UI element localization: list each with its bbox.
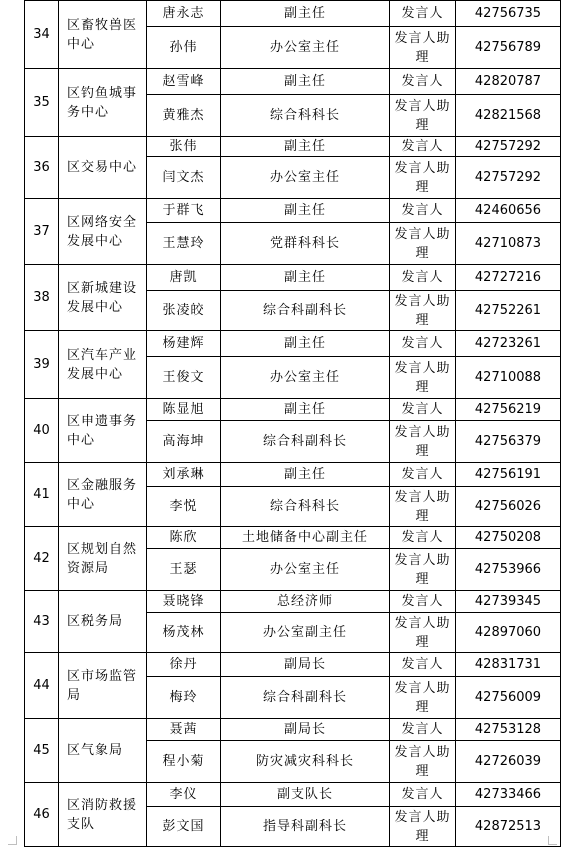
row-number: 41 <box>25 463 59 527</box>
phone-number: 42757292 <box>456 157 561 199</box>
role-label: 发言人助理 <box>390 95 456 137</box>
table-row <box>25 69 561 95</box>
job-title: 副主任 <box>221 463 390 487</box>
person-name: 王瑟 <box>147 549 221 591</box>
unit-name: 区规划自然资源局 <box>59 527 147 591</box>
phone-number: 42756379 <box>456 421 561 463</box>
row-number: 40 <box>25 399 59 463</box>
job-title: 总经济师 <box>221 591 390 613</box>
person-name: 赵雪峰 <box>147 69 221 95</box>
person-name: 张凌皎 <box>147 291 221 331</box>
phone-number: 42872513 <box>456 807 561 847</box>
job-title: 指导科副科长 <box>221 807 390 847</box>
person-name: 刘承琳 <box>147 463 221 487</box>
phone-number: 42756009 <box>456 677 561 719</box>
job-title: 综合科副科长 <box>221 291 390 331</box>
job-title: 副主任 <box>221 199 390 223</box>
job-title: 防灾减灾科科长 <box>221 741 390 783</box>
phone-number: 42756789 <box>456 27 561 69</box>
row-number: 36 <box>25 137 59 199</box>
phone-number: 42756191 <box>456 463 561 487</box>
job-title: 副主任 <box>221 331 390 357</box>
role-label: 发言人助理 <box>390 613 456 653</box>
job-title: 副主任 <box>221 137 390 157</box>
unit-name: 区钓鱼城事务中心 <box>59 69 147 137</box>
phone-number: 42726039 <box>456 741 561 783</box>
table-row <box>25 783 561 807</box>
unit-name: 区汽车产业发展中心 <box>59 331 147 399</box>
spokesperson-table-page <box>24 0 543 847</box>
table-row <box>25 653 561 677</box>
person-name: 杨茂林 <box>147 613 221 653</box>
role-label: 发言人助理 <box>390 549 456 591</box>
job-title: 副主任 <box>221 1 390 27</box>
person-name: 王俊文 <box>147 357 221 399</box>
phone-number: 42710873 <box>456 223 561 265</box>
job-title: 办公室主任 <box>221 357 390 399</box>
phone-number: 42831731 <box>456 653 561 677</box>
phone-number: 42710088 <box>456 357 561 399</box>
person-name: 高海坤 <box>147 421 221 463</box>
unit-name: 区金融服务中心 <box>59 463 147 527</box>
role-label: 发言人助理 <box>390 291 456 331</box>
role-label: 发言人 <box>390 527 456 549</box>
job-title: 综合科科长 <box>221 95 390 137</box>
crop-mark-left <box>8 836 17 845</box>
role-label: 发言人 <box>390 591 456 613</box>
phone-number: 42757292 <box>456 137 561 157</box>
job-title: 副局长 <box>221 719 390 741</box>
role-label: 发言人助理 <box>390 157 456 199</box>
row-number: 37 <box>25 199 59 265</box>
role-label: 发言人助理 <box>390 357 456 399</box>
person-name: 李仪 <box>147 783 221 807</box>
phone-number: 42756735 <box>456 1 561 27</box>
job-title: 综合科科长 <box>221 487 390 527</box>
phone-number: 42753966 <box>456 549 561 591</box>
unit-name: 区新城建设发展中心 <box>59 265 147 331</box>
row-number: 43 <box>25 591 59 653</box>
phone-number: 42723261 <box>456 331 561 357</box>
person-name: 徐丹 <box>147 653 221 677</box>
spokesperson-table <box>24 0 561 847</box>
row-number: 44 <box>25 653 59 719</box>
row-number: 34 <box>25 1 59 69</box>
phone-number: 42739345 <box>456 591 561 613</box>
person-name: 聂晓锋 <box>147 591 221 613</box>
person-name: 聂茜 <box>147 719 221 741</box>
phone-number: 42733466 <box>456 783 561 807</box>
person-name: 唐凯 <box>147 265 221 291</box>
person-name: 梅玲 <box>147 677 221 719</box>
row-number: 45 <box>25 719 59 783</box>
unit-name: 区网络安全发展中心 <box>59 199 147 265</box>
job-title: 综合科副科长 <box>221 677 390 719</box>
unit-name: 区消防救援支队 <box>59 783 147 847</box>
unit-name: 区气象局 <box>59 719 147 783</box>
job-title: 副主任 <box>221 399 390 421</box>
job-title: 党群科科长 <box>221 223 390 265</box>
role-label: 发言人 <box>390 783 456 807</box>
person-name: 王慧玲 <box>147 223 221 265</box>
person-name: 唐永志 <box>147 1 221 27</box>
role-label: 发言人 <box>390 265 456 291</box>
job-title: 副主任 <box>221 265 390 291</box>
role-label: 发言人助理 <box>390 741 456 783</box>
job-title: 副支队长 <box>221 783 390 807</box>
job-title: 综合科副科长 <box>221 421 390 463</box>
role-label: 发言人助理 <box>390 807 456 847</box>
job-title: 土地储备中心副主任 <box>221 527 390 549</box>
table-row <box>25 137 561 157</box>
table-body <box>25 1 561 847</box>
person-name: 彭文国 <box>147 807 221 847</box>
person-name: 闫文杰 <box>147 157 221 199</box>
job-title: 办公室主任 <box>221 549 390 591</box>
phone-number: 42727216 <box>456 265 561 291</box>
table-row <box>25 331 561 357</box>
person-name: 李悦 <box>147 487 221 527</box>
role-label: 发言人 <box>390 331 456 357</box>
person-name: 陈欣 <box>147 527 221 549</box>
phone-number: 42820787 <box>456 69 561 95</box>
table-row <box>25 399 561 421</box>
person-name: 杨建辉 <box>147 331 221 357</box>
row-number: 39 <box>25 331 59 399</box>
phone-number: 42752261 <box>456 291 561 331</box>
table-row <box>25 527 561 549</box>
unit-name: 区税务局 <box>59 591 147 653</box>
table-row <box>25 265 561 291</box>
phone-number: 42756026 <box>456 487 561 527</box>
unit-name: 区申遗事务中心 <box>59 399 147 463</box>
role-label: 发言人助理 <box>390 487 456 527</box>
role-label: 发言人 <box>390 1 456 27</box>
phone-number: 42750208 <box>456 527 561 549</box>
phone-number: 42897060 <box>456 613 561 653</box>
unit-name: 区交易中心 <box>59 137 147 199</box>
role-label: 发言人 <box>390 399 456 421</box>
person-name: 于群飞 <box>147 199 221 223</box>
role-label: 发言人助理 <box>390 27 456 69</box>
table-row <box>25 199 561 223</box>
person-name: 孙伟 <box>147 27 221 69</box>
job-title: 办公室主任 <box>221 157 390 199</box>
phone-number: 42756219 <box>456 399 561 421</box>
table-row <box>25 591 561 613</box>
person-name: 程小菊 <box>147 741 221 783</box>
job-title: 副主任 <box>221 69 390 95</box>
job-title: 副局长 <box>221 653 390 677</box>
role-label: 发言人 <box>390 653 456 677</box>
table-row <box>25 719 561 741</box>
role-label: 发言人助理 <box>390 677 456 719</box>
row-number: 42 <box>25 527 59 591</box>
role-label: 发言人 <box>390 199 456 223</box>
person-name: 陈显旭 <box>147 399 221 421</box>
unit-name: 区畜牧兽医中心 <box>59 1 147 69</box>
job-title: 办公室副主任 <box>221 613 390 653</box>
row-number: 46 <box>25 783 59 847</box>
job-title: 办公室主任 <box>221 27 390 69</box>
person-name: 张伟 <box>147 137 221 157</box>
role-label: 发言人助理 <box>390 223 456 265</box>
phone-number: 42753128 <box>456 719 561 741</box>
person-name: 黄雅杰 <box>147 95 221 137</box>
phone-number: 42821568 <box>456 95 561 137</box>
phone-number: 42460656 <box>456 199 561 223</box>
crop-mark-right <box>548 836 557 845</box>
row-number: 35 <box>25 69 59 137</box>
role-label: 发言人 <box>390 463 456 487</box>
role-label: 发言人助理 <box>390 421 456 463</box>
row-number: 38 <box>25 265 59 331</box>
role-label: 发言人 <box>390 137 456 157</box>
role-label: 发言人 <box>390 69 456 95</box>
table-row <box>25 1 561 27</box>
table-row <box>25 463 561 487</box>
role-label: 发言人 <box>390 719 456 741</box>
unit-name: 区市场监管局 <box>59 653 147 719</box>
